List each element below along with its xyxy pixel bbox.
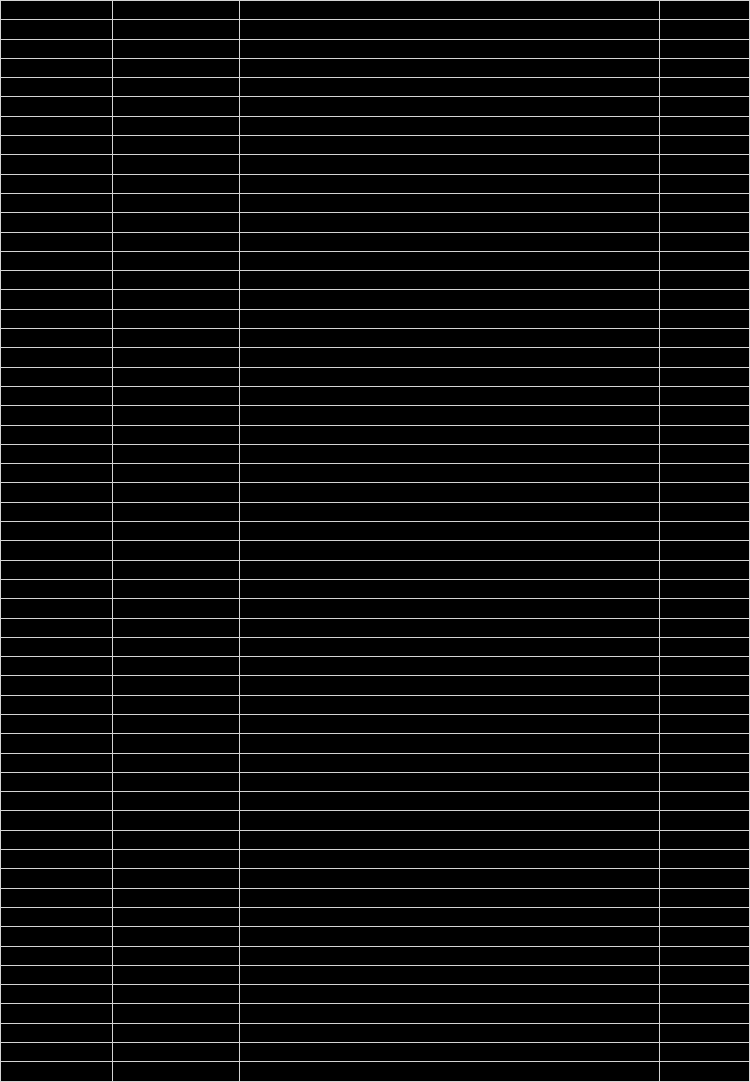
grid-cell[interactable] xyxy=(659,329,749,348)
grid-cell[interactable] xyxy=(659,483,749,502)
grid-cell[interactable] xyxy=(240,985,660,1004)
grid-cell[interactable] xyxy=(113,1,240,20)
grid-cell[interactable] xyxy=(240,618,660,637)
grid-row xyxy=(1,985,750,1004)
grid-cell[interactable] xyxy=(240,483,660,502)
grid-row xyxy=(1,695,750,714)
grid-cell[interactable] xyxy=(240,541,660,560)
grid-cell[interactable] xyxy=(240,78,660,97)
grid-cell[interactable] xyxy=(1,599,113,618)
grid-cell[interactable] xyxy=(1,155,113,174)
grid-row xyxy=(1,560,750,579)
grid-cell[interactable] xyxy=(240,695,660,714)
grid-row xyxy=(1,329,750,348)
grid-cell[interactable] xyxy=(659,193,749,212)
grid-cell[interactable] xyxy=(113,502,240,521)
grid-cell[interactable] xyxy=(240,290,660,309)
grid-cell[interactable] xyxy=(240,444,660,463)
grid-cell[interactable] xyxy=(113,637,240,656)
grid-cell[interactable] xyxy=(113,1004,240,1023)
grid-cell[interactable] xyxy=(1,174,113,193)
grid-cell[interactable] xyxy=(113,425,240,444)
grid-cell[interactable] xyxy=(659,464,749,483)
grid-row xyxy=(1,232,750,251)
grid-row xyxy=(1,907,750,926)
grid-cell[interactable] xyxy=(113,464,240,483)
grid-cell[interactable] xyxy=(659,386,749,405)
grid-cell[interactable] xyxy=(1,657,113,676)
grid-cell[interactable] xyxy=(1,20,113,39)
grid-cell[interactable] xyxy=(659,290,749,309)
grid-cell[interactable] xyxy=(240,599,660,618)
grid-cell[interactable] xyxy=(113,271,240,290)
grid-cell[interactable] xyxy=(659,1043,749,1062)
grid-cell[interactable] xyxy=(240,348,660,367)
grid-cell[interactable] xyxy=(113,541,240,560)
grid-row xyxy=(1,676,750,695)
grid-cell[interactable] xyxy=(659,637,749,656)
grid-cell[interactable] xyxy=(659,599,749,618)
grid-row xyxy=(1,97,750,116)
grid-cell[interactable] xyxy=(1,888,113,907)
grid-cell[interactable] xyxy=(1,348,113,367)
grid-cell[interactable] xyxy=(240,251,660,270)
grid-cell[interactable] xyxy=(1,97,113,116)
grid-cell[interactable] xyxy=(240,193,660,212)
grid-cell[interactable] xyxy=(659,850,749,869)
grid-cell[interactable] xyxy=(1,290,113,309)
grid-row xyxy=(1,464,750,483)
grid-row xyxy=(1,965,750,984)
grid-cell[interactable] xyxy=(659,541,749,560)
grid-cell[interactable] xyxy=(113,483,240,502)
grid-row xyxy=(1,657,750,676)
grid-cell[interactable] xyxy=(240,657,660,676)
grid-cell[interactable] xyxy=(240,20,660,39)
grid-cell[interactable] xyxy=(113,251,240,270)
grid-cell[interactable] xyxy=(659,155,749,174)
grid-cell[interactable] xyxy=(659,985,749,1004)
grid-cell[interactable] xyxy=(1,772,113,791)
grid-cell[interactable] xyxy=(1,965,113,984)
grid-cell[interactable] xyxy=(1,193,113,212)
grid-row xyxy=(1,637,750,656)
grid-row xyxy=(1,579,750,598)
grid-row xyxy=(1,406,750,425)
grid-cell[interactable] xyxy=(240,329,660,348)
grid-cell[interactable] xyxy=(113,116,240,135)
grid-cell[interactable] xyxy=(113,309,240,328)
grid-row xyxy=(1,830,750,849)
grid-cell[interactable] xyxy=(113,97,240,116)
grid-cell[interactable] xyxy=(1,1004,113,1023)
grid-cell[interactable] xyxy=(1,618,113,637)
grid-cell[interactable] xyxy=(240,116,660,135)
grid-cell[interactable] xyxy=(113,193,240,212)
grid-cell[interactable] xyxy=(113,869,240,888)
grid-row xyxy=(1,502,750,521)
grid-cell[interactable] xyxy=(113,1023,240,1042)
grid-cell[interactable] xyxy=(659,695,749,714)
grid-cell[interactable] xyxy=(240,39,660,58)
grid-cell[interactable] xyxy=(659,309,749,328)
grid-cell[interactable] xyxy=(659,772,749,791)
grid-cell[interactable] xyxy=(659,174,749,193)
grid-cell[interactable] xyxy=(659,792,749,811)
grid-cell[interactable] xyxy=(659,78,749,97)
grid-cell[interactable] xyxy=(1,386,113,405)
grid-cell[interactable] xyxy=(113,907,240,926)
grid-cell[interactable] xyxy=(659,618,749,637)
grid-cell[interactable] xyxy=(1,444,113,463)
grid-cell[interactable] xyxy=(113,695,240,714)
grid-cell[interactable] xyxy=(113,155,240,174)
grid-cell[interactable] xyxy=(240,792,660,811)
grid-cell[interactable] xyxy=(113,792,240,811)
grid-cell[interactable] xyxy=(113,560,240,579)
grid-cell[interactable] xyxy=(1,425,113,444)
grid-row xyxy=(1,618,750,637)
grid-cell[interactable] xyxy=(113,579,240,598)
grid-cell[interactable] xyxy=(1,213,113,232)
grid-cell[interactable] xyxy=(113,136,240,155)
grid-row xyxy=(1,1023,750,1042)
grid-cell[interactable] xyxy=(113,946,240,965)
grid-cell[interactable] xyxy=(659,1062,749,1081)
grid-cell[interactable] xyxy=(240,386,660,405)
grid-cell[interactable] xyxy=(659,406,749,425)
grid-row xyxy=(1,174,750,193)
grid-cell[interactable] xyxy=(1,39,113,58)
grid-cell[interactable] xyxy=(240,425,660,444)
grid-cell[interactable] xyxy=(1,714,113,733)
grid-cell[interactable] xyxy=(113,599,240,618)
grid-row xyxy=(1,714,750,733)
grid-cell[interactable] xyxy=(1,58,113,77)
grid-cell[interactable] xyxy=(113,657,240,676)
grid-cell[interactable] xyxy=(240,1043,660,1062)
grid-row xyxy=(1,541,750,560)
grid-cell[interactable] xyxy=(1,367,113,386)
grid-cell[interactable] xyxy=(240,58,660,77)
grid-cell[interactable] xyxy=(240,155,660,174)
grid-row xyxy=(1,386,750,405)
grid-row xyxy=(1,522,750,541)
grid-cell[interactable] xyxy=(659,502,749,521)
grid-cell[interactable] xyxy=(659,425,749,444)
grid-cell[interactable] xyxy=(1,985,113,1004)
grid-cell[interactable] xyxy=(659,714,749,733)
grid-cell[interactable] xyxy=(240,560,660,579)
grid-cell[interactable] xyxy=(113,348,240,367)
grid-cell[interactable] xyxy=(659,1004,749,1023)
grid-cell[interactable] xyxy=(659,579,749,598)
grid-row xyxy=(1,792,750,811)
grid-cell[interactable] xyxy=(240,888,660,907)
grid-cell[interactable] xyxy=(1,907,113,926)
grid-cell[interactable] xyxy=(113,406,240,425)
grid-cell[interactable] xyxy=(240,406,660,425)
grid-cell[interactable] xyxy=(659,830,749,849)
grid-cell[interactable] xyxy=(113,39,240,58)
grid-cell[interactable] xyxy=(659,811,749,830)
grid-cell[interactable] xyxy=(113,1062,240,1081)
grid-cell[interactable] xyxy=(113,965,240,984)
grid-cell[interactable] xyxy=(1,1062,113,1081)
grid-cell[interactable] xyxy=(240,1,660,20)
grid-cell[interactable] xyxy=(113,927,240,946)
grid-cell[interactable] xyxy=(1,753,113,772)
grid-cell[interactable] xyxy=(659,58,749,77)
grid-cell[interactable] xyxy=(659,367,749,386)
grid-cell[interactable] xyxy=(240,927,660,946)
grid-row xyxy=(1,58,750,77)
grid-cell[interactable] xyxy=(113,20,240,39)
grid-cell[interactable] xyxy=(1,676,113,695)
grid-cell[interactable] xyxy=(659,1,749,20)
grid-cell[interactable] xyxy=(1,502,113,521)
grid-cell[interactable] xyxy=(240,1062,660,1081)
grid-cell[interactable] xyxy=(240,136,660,155)
grid-cell[interactable] xyxy=(659,946,749,965)
grid-row xyxy=(1,811,750,830)
grid-row xyxy=(1,483,750,502)
grid-cell[interactable] xyxy=(659,734,749,753)
grid-cell[interactable] xyxy=(113,888,240,907)
grid-cell[interactable] xyxy=(113,367,240,386)
grid-cell[interactable] xyxy=(113,174,240,193)
grid-cell[interactable] xyxy=(240,367,660,386)
grid-cell[interactable] xyxy=(1,830,113,849)
grid-cell[interactable] xyxy=(240,1023,660,1042)
grid-cell[interactable] xyxy=(113,329,240,348)
grid-cell[interactable] xyxy=(659,213,749,232)
grid-cell[interactable] xyxy=(240,734,660,753)
grid-body xyxy=(1,1,750,1082)
grid-cell[interactable] xyxy=(240,946,660,965)
grid-cell[interactable] xyxy=(659,1023,749,1042)
grid-cell[interactable] xyxy=(1,811,113,830)
grid-cell[interactable] xyxy=(240,464,660,483)
grid-cell[interactable] xyxy=(1,541,113,560)
grid-cell[interactable] xyxy=(1,78,113,97)
grid-cell[interactable] xyxy=(113,772,240,791)
grid-cell[interactable] xyxy=(1,946,113,965)
grid-row xyxy=(1,290,750,309)
grid-row xyxy=(1,367,750,386)
grid-cell[interactable] xyxy=(659,348,749,367)
grid-cell[interactable] xyxy=(659,271,749,290)
grid-row xyxy=(1,78,750,97)
grid-cell[interactable] xyxy=(1,232,113,251)
grid-cell[interactable] xyxy=(1,579,113,598)
grid-cell[interactable] xyxy=(1,560,113,579)
grid-row xyxy=(1,869,750,888)
grid-cell[interactable] xyxy=(113,830,240,849)
grid-row xyxy=(1,155,750,174)
grid-row xyxy=(1,251,750,270)
grid-cell[interactable] xyxy=(1,406,113,425)
grid-cell[interactable] xyxy=(659,965,749,984)
grid-cell[interactable] xyxy=(240,309,660,328)
grid-cell[interactable] xyxy=(113,290,240,309)
grid-cell[interactable] xyxy=(1,522,113,541)
grid-row xyxy=(1,1004,750,1023)
grid-cell[interactable] xyxy=(240,637,660,656)
grid-cell[interactable] xyxy=(240,579,660,598)
grid-cell[interactable] xyxy=(659,657,749,676)
grid-cell[interactable] xyxy=(659,522,749,541)
grid-row xyxy=(1,888,750,907)
grid-cell[interactable] xyxy=(1,637,113,656)
grid-cell[interactable] xyxy=(659,869,749,888)
grid-cell[interactable] xyxy=(240,522,660,541)
grid-row xyxy=(1,213,750,232)
grid-row xyxy=(1,309,750,328)
grid-row xyxy=(1,425,750,444)
grid-cell[interactable] xyxy=(1,1,113,20)
grid-cell[interactable] xyxy=(659,444,749,463)
grid-cell[interactable] xyxy=(113,734,240,753)
grid-row xyxy=(1,734,750,753)
grid-cell[interactable] xyxy=(240,869,660,888)
grid-row xyxy=(1,599,750,618)
grid-cell[interactable] xyxy=(659,39,749,58)
grid-cell[interactable] xyxy=(113,1043,240,1062)
grid-row xyxy=(1,39,750,58)
grid-row xyxy=(1,1,750,20)
grid-cell[interactable] xyxy=(1,251,113,270)
grid-cell[interactable] xyxy=(113,522,240,541)
grid-row xyxy=(1,1062,750,1081)
grid-row xyxy=(1,1043,750,1062)
grid-cell[interactable] xyxy=(113,78,240,97)
grid-cell[interactable] xyxy=(1,464,113,483)
grid-row xyxy=(1,444,750,463)
grid-cell[interactable] xyxy=(659,232,749,251)
grid-cell[interactable] xyxy=(113,444,240,463)
grid-cell[interactable] xyxy=(113,676,240,695)
grid-row xyxy=(1,850,750,869)
grid-row xyxy=(1,271,750,290)
grid-cell[interactable] xyxy=(1,271,113,290)
grid-cell[interactable] xyxy=(659,927,749,946)
grid-cell[interactable] xyxy=(240,907,660,926)
grid-cell[interactable] xyxy=(113,386,240,405)
grid-cell[interactable] xyxy=(659,888,749,907)
grid-cell[interactable] xyxy=(113,985,240,1004)
grid-row xyxy=(1,20,750,39)
grid-cell[interactable] xyxy=(113,58,240,77)
grid-cell[interactable] xyxy=(113,232,240,251)
grid-cell[interactable] xyxy=(240,811,660,830)
grid-cell[interactable] xyxy=(240,97,660,116)
grid-row xyxy=(1,193,750,212)
grid-cell[interactable] xyxy=(113,714,240,733)
grid-cell[interactable] xyxy=(1,309,113,328)
grid-cell[interactable] xyxy=(1,695,113,714)
grid-cell[interactable] xyxy=(113,618,240,637)
grid-cell[interactable] xyxy=(1,116,113,135)
grid-cell[interactable] xyxy=(240,1004,660,1023)
grid-cell[interactable] xyxy=(659,676,749,695)
grid-cell[interactable] xyxy=(240,232,660,251)
grid-cell[interactable] xyxy=(659,560,749,579)
grid-row xyxy=(1,136,750,155)
grid-cell[interactable] xyxy=(659,251,749,270)
grid-row xyxy=(1,927,750,946)
grid-cell[interactable] xyxy=(113,850,240,869)
grid-cell[interactable] xyxy=(240,850,660,869)
grid-cell[interactable] xyxy=(240,772,660,791)
grid-cell[interactable] xyxy=(240,213,660,232)
grid-cell[interactable] xyxy=(240,830,660,849)
grid-cell[interactable] xyxy=(240,174,660,193)
grid-cell[interactable] xyxy=(1,792,113,811)
grid-cell[interactable] xyxy=(240,676,660,695)
grid-cell[interactable] xyxy=(659,136,749,155)
grid-cell[interactable] xyxy=(113,213,240,232)
grid-cell[interactable] xyxy=(240,502,660,521)
grid-cell[interactable] xyxy=(659,116,749,135)
grid-cell[interactable] xyxy=(1,927,113,946)
grid-cell[interactable] xyxy=(659,20,749,39)
grid-cell[interactable] xyxy=(659,907,749,926)
grid-cell[interactable] xyxy=(240,965,660,984)
grid-cell[interactable] xyxy=(659,97,749,116)
grid-row xyxy=(1,116,750,135)
grid-cell[interactable] xyxy=(1,483,113,502)
grid-cell[interactable] xyxy=(1,850,113,869)
grid-row xyxy=(1,946,750,965)
grid-cell[interactable] xyxy=(113,753,240,772)
grid-cell[interactable] xyxy=(240,753,660,772)
grid-cell[interactable] xyxy=(1,329,113,348)
grid-cell[interactable] xyxy=(240,714,660,733)
grid-cell[interactable] xyxy=(1,1023,113,1042)
grid-row xyxy=(1,772,750,791)
grid-cell[interactable] xyxy=(1,1043,113,1062)
grid-cell[interactable] xyxy=(1,734,113,753)
grid-cell[interactable] xyxy=(659,753,749,772)
grid-row xyxy=(1,348,750,367)
grid-cell[interactable] xyxy=(1,869,113,888)
grid-cell[interactable] xyxy=(240,271,660,290)
grid-cell[interactable] xyxy=(113,811,240,830)
grid-row xyxy=(1,753,750,772)
grid-cell[interactable] xyxy=(1,136,113,155)
